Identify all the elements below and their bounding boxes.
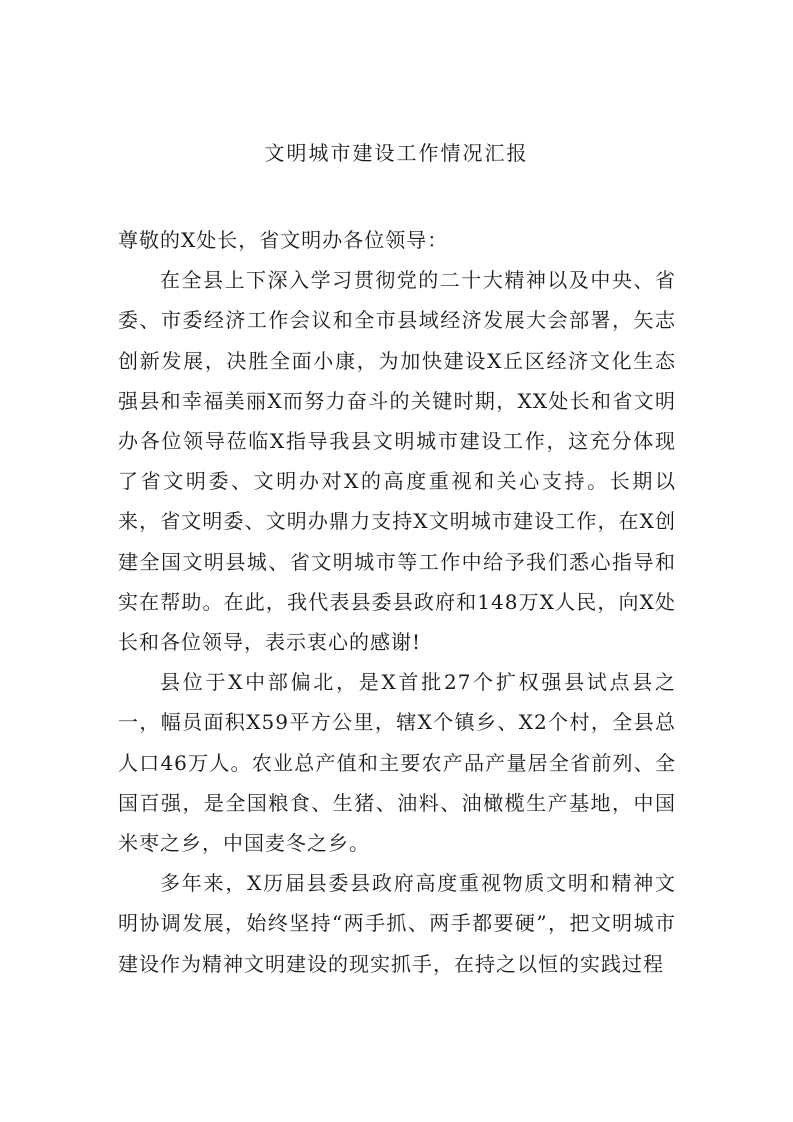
salutation: 尊敬的X处长，省文明办各位领导： bbox=[118, 228, 449, 252]
document-title: 文明城市建设工作情况汇报 bbox=[264, 141, 529, 165]
paragraph: 多年来，X历届县委县政府高度重视物质文明和精神文明协调发展，始终坚持“两手抓、两手都要硬”，把文明城市建设作为精神文明建设的现实抓手，在持之以恒的实践过程 bbox=[118, 871, 676, 976]
document-body bbox=[118, 220, 676, 984]
paragraph: 在全县上下深入学习贯彻党的二十大精神以及中央、省委、市委经济工作会议和全市县域经济发展大会部署，矢志创新发展，决胜全面小康，为加快建设X丘区经济文化生态强县和幸福美丽X而努力奋斗的关键时期，XX处长和省文明办各位领导莅临X指导我县文明城市建设工作，这充分体现了省文明委、文明办对X的高度重视和关心支持。长期以来，省文明委、文明办鼎力支持X文明城市建设工作，在X创建全国文明县城、省文明城市等工作中给予我们悉心指导和实在帮助。在此，我代表县委县政府和148万X人民，向X处长和各位领导，表示衷心的感谢! bbox=[118, 268, 676, 655]
paragraph: 县位于X中部偏北，是X首批27个扩权强县试点县之一，幅员面积X59平方公里，辖X个镇乡、X2个村，全县总人口46万人。农业总产值和主要农产品产量居全省前列、全国百强，是全国粮食、生猪、油料、油橄榄生产基地，中国米枣之乡，中国麦冬之乡。 bbox=[118, 670, 676, 856]
